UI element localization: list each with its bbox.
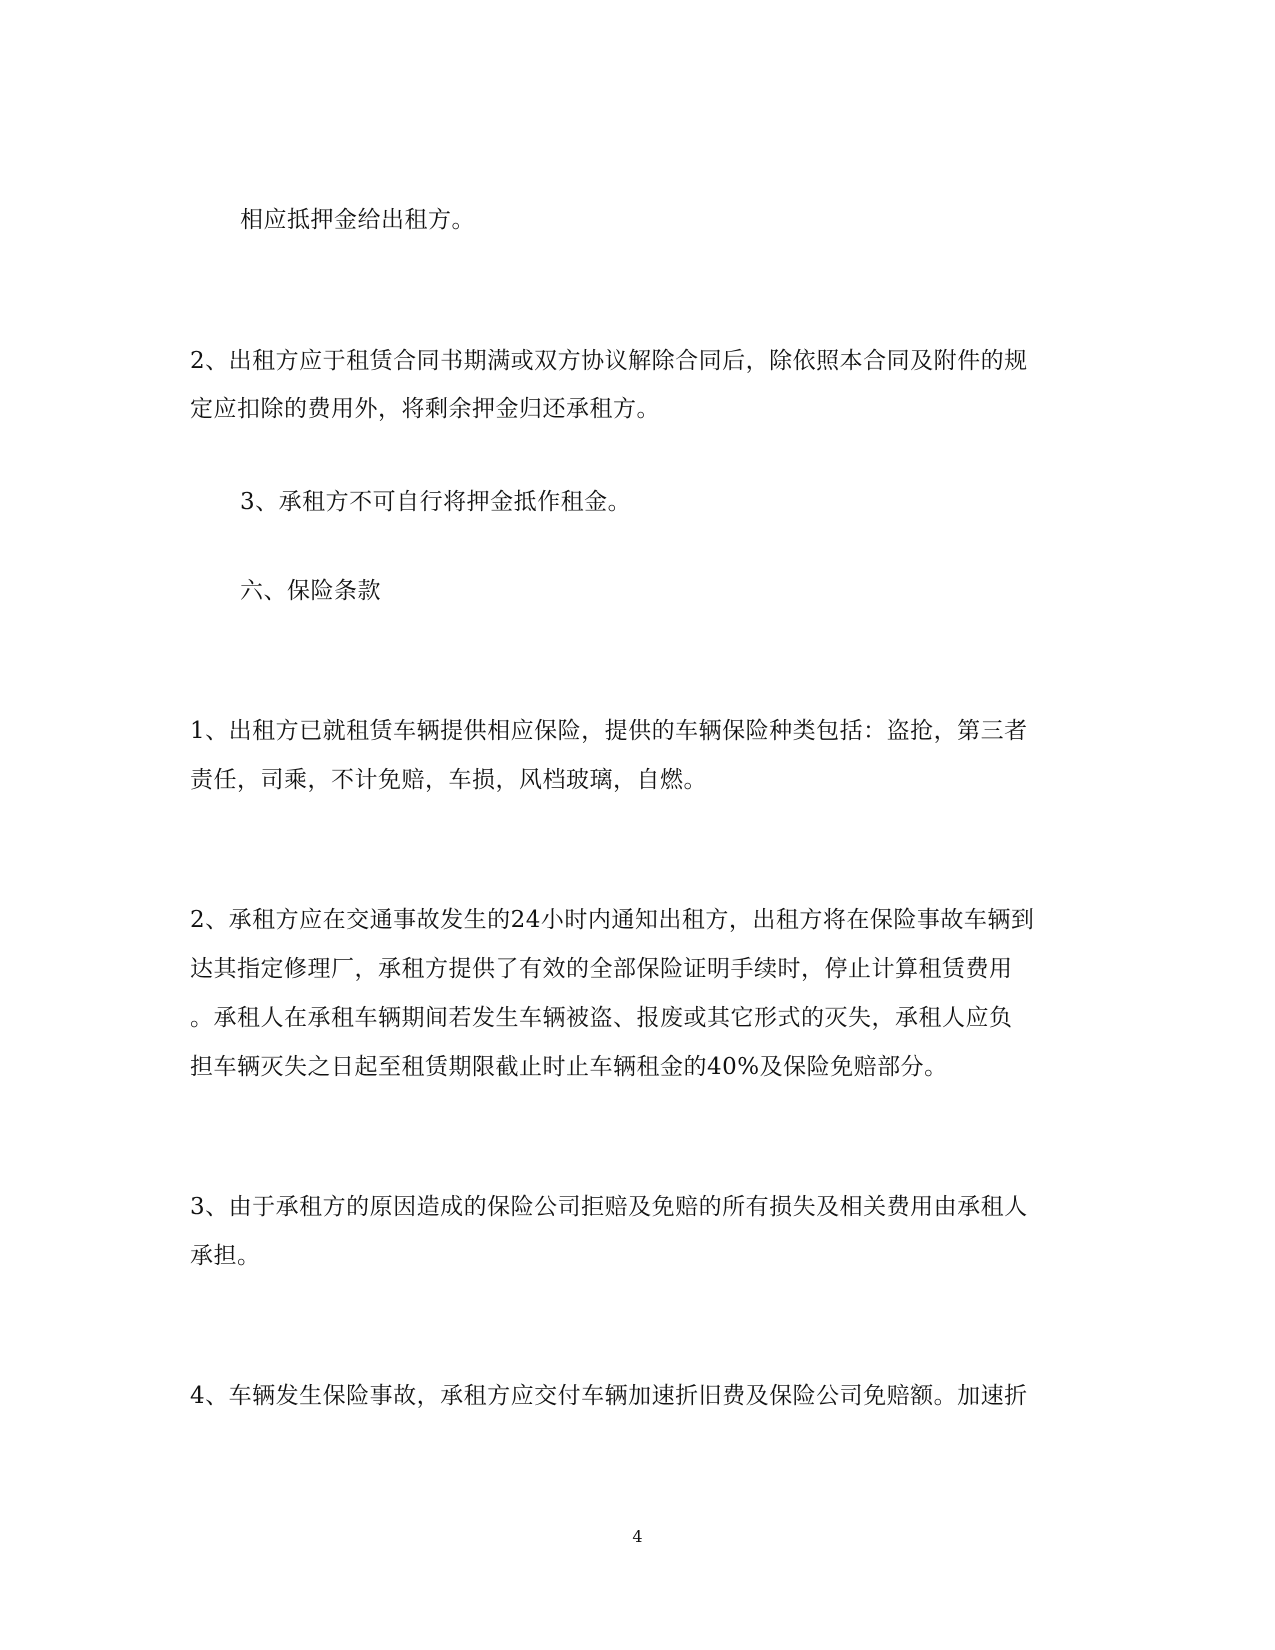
paragraph-line: 承担。 (190, 1243, 261, 1269)
paragraph-line: 3、由于承租方的原因造成的保险公司拒赔及免赔的所有损失及相关费用由承租人 (190, 1194, 1028, 1220)
section-heading: 六、保险条款 (240, 578, 381, 604)
paragraph-line: 相应抵押金给出租方。 (240, 207, 475, 233)
paragraph-line: 责任，司乘，不计免赔，车损，风档玻璃，自燃。 (190, 767, 707, 793)
page-number: 4 (632, 1527, 643, 1546)
paragraph-line: 2、出租方应于租赁合同书期满或双方协议解除合同后，除依照本合同及附件的规 (190, 348, 1028, 374)
paragraph-line: 1、出租方已就租赁车辆提供相应保险，提供的车辆保险种类包括：盗抢，第三者 (190, 718, 1028, 744)
paragraph-line: 担车辆灭失之日起至租赁期限截止时止车辆租金的40%及保险免赔部分。 (190, 1054, 948, 1080)
paragraph-line: 定应扣除的费用外，将剩余押金归还承租方。 (190, 396, 660, 422)
paragraph-line: 达其指定修理厂，承租方提供了有效的全部保险证明手续时，停止计算租赁费用 (190, 956, 1013, 982)
paragraph-line: 2、承租方应在交通事故发生的24小时内通知出租方，出租方将在保险事故车辆到 (190, 907, 1035, 933)
paragraph-line: 。承租人在承租车辆期间若发生车辆被盗、报废或其它形式的灭失，承租人应负 (190, 1005, 1013, 1031)
paragraph-line: 4、车辆发生保险事故，承租方应交付车辆加速折旧费及保险公司免赔额。加速折 (190, 1383, 1028, 1409)
paragraph-line: 3、承租方不可自行将押金抵作租金。 (240, 489, 632, 515)
